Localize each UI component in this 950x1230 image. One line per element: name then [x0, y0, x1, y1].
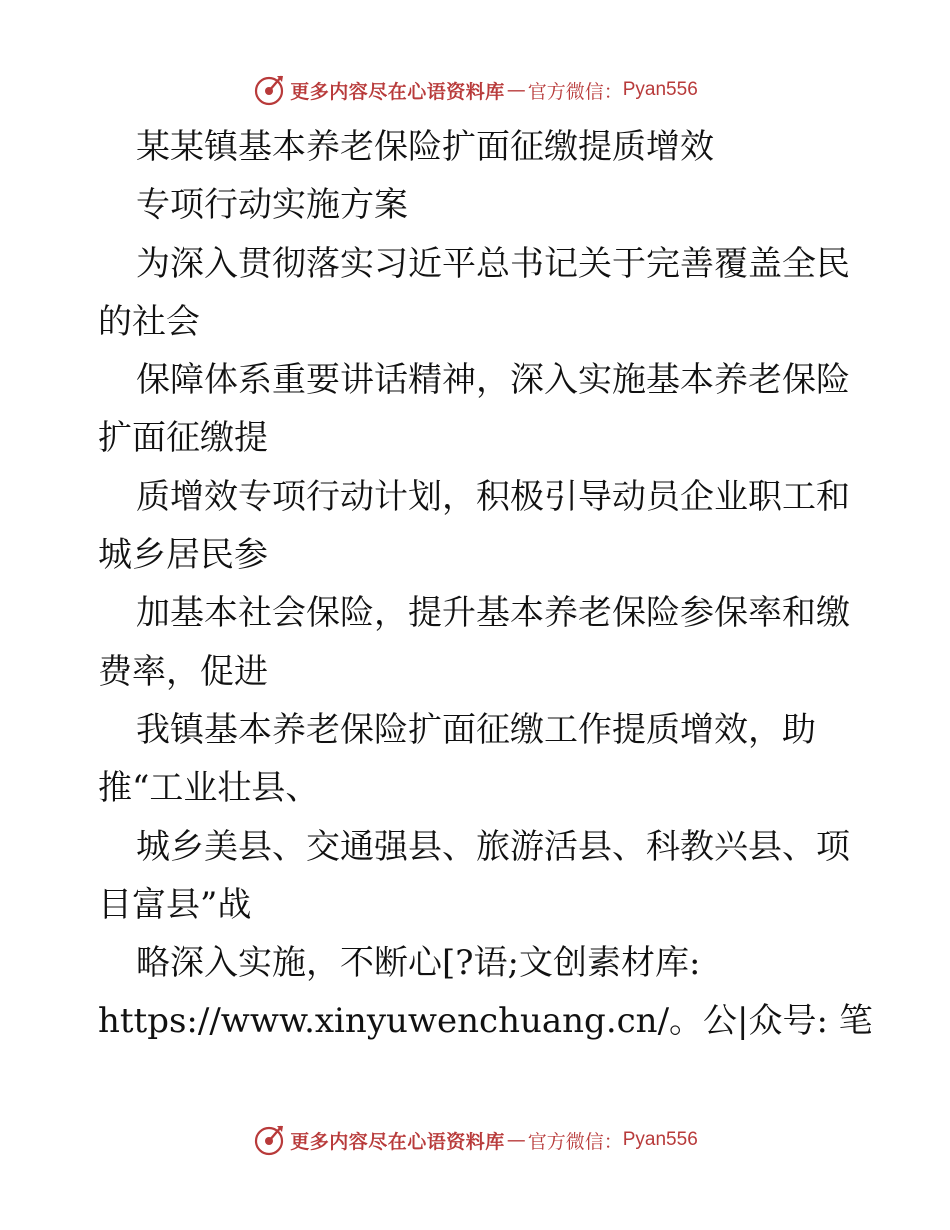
banner-brand: 更多内容尽在心语资料库 — [290, 1130, 505, 1153]
paragraph-line: 城乡居民参 — [98, 535, 268, 576]
paragraph-line: https://www.xinyuwenchuang.cn/。公|众号: 笔 — [98, 1001, 873, 1042]
banner-brand: 更多内容尽在心语资料库 — [290, 80, 505, 103]
banner-official-label: 官方微信： — [527, 80, 623, 103]
logo-icon — [252, 1123, 286, 1157]
paragraph-line: 保障体系重要讲话精神，深入实施基本养老保险 — [136, 360, 850, 401]
paragraph-line: 加基本社会保险，提升基本养老保险参保率和缴 — [136, 593, 850, 634]
header-banner — [0, 70, 950, 110]
document-body — [98, 118, 873, 1051]
paragraph-line: 的社会 — [98, 301, 200, 342]
paragraph-line: 某某镇基本养老保险扩面征缴提质增效 — [136, 127, 714, 167]
paragraph-line: 质增效专项行动计划，积极引导动员企业职工和 — [136, 476, 850, 517]
banner-official-label: 官方微信： — [527, 1130, 623, 1153]
banner-wechat-id: Pyan556 — [622, 1129, 698, 1150]
banner-wechat-id: Pyan556 — [622, 79, 698, 100]
paragraph-line: 我镇基本养老保险扩面征缴工作提质增效，助 — [136, 709, 816, 750]
footer-banner — [0, 1120, 950, 1160]
paragraph-line: 目富县”战 — [98, 884, 252, 925]
paragraph-line: 专项行动实施方案 — [136, 185, 408, 226]
paragraph-line: 费率，促进 — [98, 651, 268, 692]
banner-dash: — — [506, 1129, 526, 1151]
paragraph-line: 城乡美县、交通强县、旅游活县、科教兴县、项 — [136, 826, 850, 867]
banner-dash: — — [506, 79, 526, 101]
paragraph-line: 扩面征缴提 — [98, 418, 268, 459]
paragraph-line: 为深入贯彻落实习近平总书记关于完善覆盖全民 — [136, 243, 850, 284]
logo-icon — [252, 73, 286, 107]
paragraph-line: 推“工业壮县、 — [98, 768, 320, 809]
paragraph-line: 略深入实施，不断心[?语;文创素材库: — [136, 943, 701, 984]
